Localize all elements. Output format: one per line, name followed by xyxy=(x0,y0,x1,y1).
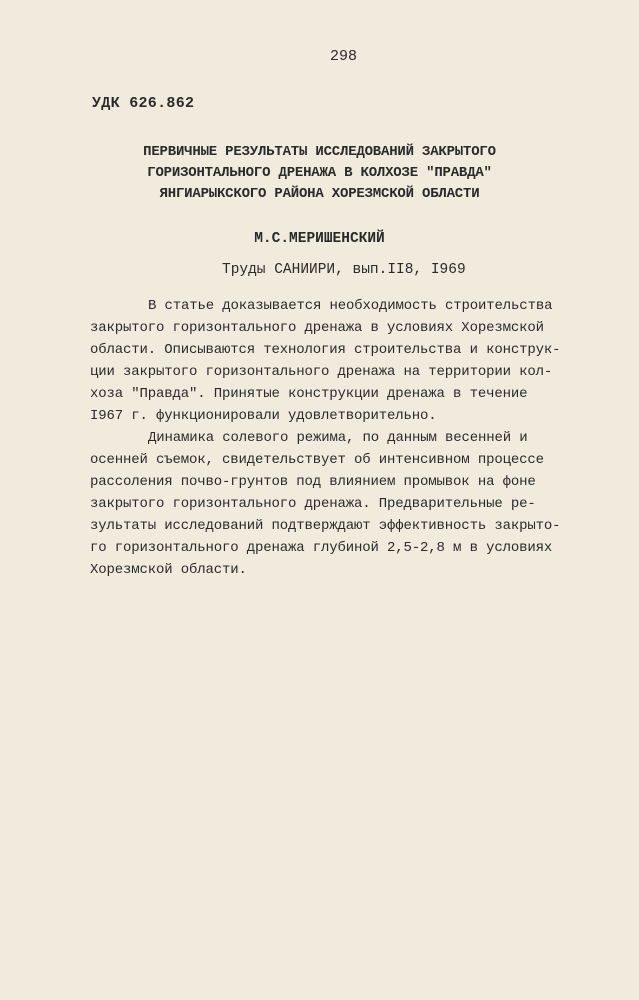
author-name: М.С.МЕРИШЕНСКИЙ xyxy=(254,231,385,247)
abstract-line: области. Описываются технология строительства и конструк- xyxy=(90,342,561,358)
title-line: ПЕРВИЧНЫЕ РЕЗУЛЬТАТЫ ИССЛЕДОВАНИЙ ЗАКРЫТОГО xyxy=(143,144,496,160)
abstract-line: закрытого горизонтального дренажа. Предварительные ре- xyxy=(90,496,536,512)
abstract-line: В статье доказывается необходимость строительства xyxy=(148,298,553,314)
abstract-line: рассоления почво-грунтов под влиянием промывок на фоне xyxy=(90,474,536,490)
udc-code: УДК 626.862 xyxy=(92,95,195,112)
citation: Труды САНИИРИ, вып.II8, I969 xyxy=(222,262,466,278)
abstract-line: Динамика солевого режима, по данным весенней и xyxy=(148,430,528,446)
abstract-line: осенней съемок, свидетельствует об интенсивном процессе xyxy=(90,452,544,468)
abstract-line: го горизонтального дренажа глубиной 2,5-2,8 м в условиях xyxy=(90,540,553,556)
abstract-line: ции закрытого горизонтального дренажа на территории кол- xyxy=(90,364,553,380)
abstract-line: зультаты исследований подтверждают эффективность закрыто- xyxy=(90,518,561,534)
abstract-line: закрытого горизонтального дренажа в условиях Хорезмской xyxy=(90,320,544,336)
abstract-line: I967 г. функционировали удовлетворительно. xyxy=(90,408,437,424)
abstract-line: Хорезмской области. xyxy=(90,562,247,578)
title-line: ЯНГИАРЫКСКОГО РАЙОНА ХОРЕЗМСКОЙ ОБЛАСТИ xyxy=(159,186,480,202)
abstract-line: хоза "Правда". Принятые конструкции дренажа в течение xyxy=(90,386,528,402)
page-number: 298 xyxy=(330,48,358,65)
title-line: ГОРИЗОНТАЛЬНОГО ДРЕНАЖА В КОЛХОЗЕ "ПРАВДА" xyxy=(147,165,492,181)
